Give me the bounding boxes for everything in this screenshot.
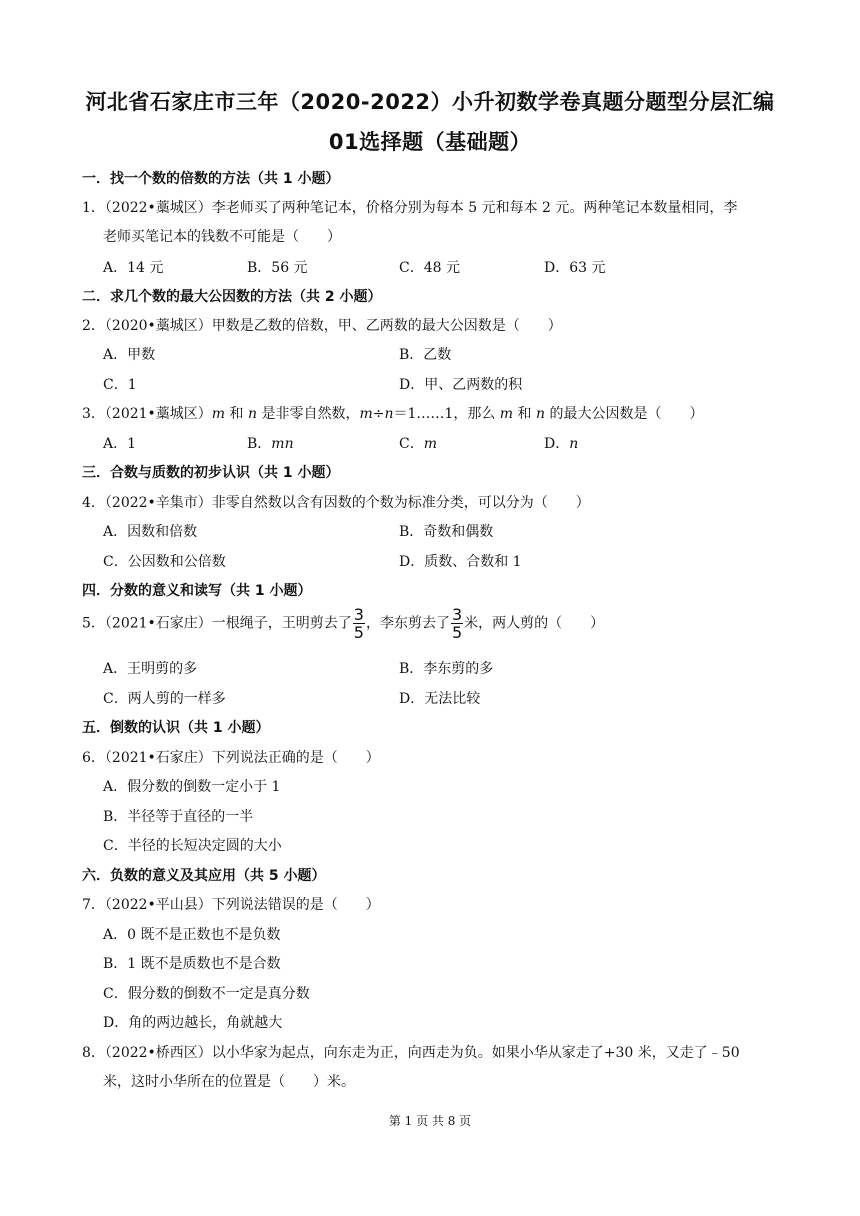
fraction: [451, 606, 463, 641]
question-3-text: 和: [513, 406, 536, 422]
var-n: n: [535, 406, 545, 422]
option-value: m: [423, 436, 437, 452]
question-4-option-b: B．奇数和偶数: [399, 524, 494, 540]
question-4-option-c: C．公因数和公倍数: [103, 554, 226, 570]
option-letter: B．: [247, 436, 272, 452]
section-heading-5: 五．倒数的认识（共 1 小题）: [82, 720, 270, 736]
question-1-option-a: A．14 元: [103, 260, 164, 276]
fraction-numerator: 3: [353, 605, 364, 624]
var-m: m: [211, 406, 226, 422]
question-7-option-c: C．假分数的倒数不一定是真分数: [103, 986, 310, 1002]
question-8-line2: 米，这时小华所在的位置是（ ）米。: [103, 1074, 355, 1090]
question-5-option-a: A．王明剪的多: [103, 661, 198, 677]
question-1-option-c: C．48 元: [399, 260, 460, 276]
question-4-option-a: A．因数和倍数: [103, 524, 198, 540]
question-7-option-d: D．角的两边越长，角就越大: [103, 1015, 283, 1031]
page-footer: 第 1 页 共 8 页: [388, 1114, 472, 1128]
fraction-numerator: 3: [451, 605, 463, 624]
question-3-option-b: [247, 433, 294, 453]
question-2-option-d: D．甲、乙两数的积: [399, 377, 523, 393]
question-6-option-c: C．半径的长短决定圆的大小: [103, 838, 282, 854]
question-1-line2: 老师买笔记本的钱数不可能是（ ）: [103, 229, 341, 245]
question-6-line1: 6．（2021•石家庄）下列说法正确的是（ ）: [82, 750, 380, 766]
option-value: mn: [271, 436, 294, 452]
question-7-line1: 7．（2022•平山县）下列说法错误的是（ ）: [82, 897, 380, 913]
question-5-text: ，李东剪去了: [365, 615, 450, 632]
question-1-option-d: D．63 元: [544, 260, 606, 276]
option-letter: D．: [544, 436, 570, 452]
question-3-option-c: [399, 433, 437, 453]
question-3-text: 3．（2021•藁城区）: [82, 406, 212, 422]
question-3-text: ÷: [372, 406, 385, 422]
question-5-line1: [82, 606, 604, 641]
question-3-text: ＝1……1，那么: [393, 406, 500, 422]
fraction: [353, 606, 365, 641]
question-3-option-d: [544, 433, 578, 453]
page-title: 河北省石家庄市三年（2020-2022）小升初数学卷真题分题型分层汇编: [85, 90, 775, 114]
section-heading-3: 三．合数与质数的初步认识（共 1 小题）: [82, 465, 340, 481]
question-5-text: 米，两人剪的（ ）: [464, 615, 605, 632]
question-8-line1: 8．（2022•桥西区）以小华家为起点，向东走为正，向西走为负。如果小华从家走了+30 米，又走了﹣50: [82, 1045, 740, 1061]
section-heading-2: 二．求几个数的最大公因数的方法（共 2 小题）: [82, 289, 382, 305]
option-value: n: [569, 436, 579, 452]
var-n: n: [247, 406, 258, 422]
question-2-option-b: B．乙数: [399, 347, 452, 363]
question-3-line1: [82, 403, 703, 423]
question-3-option-a: A．1: [103, 436, 137, 452]
section-heading-6: 六．负数的意义及其应用（共 5 小题）: [82, 868, 326, 884]
fraction-denominator: 5: [353, 623, 364, 642]
question-3-text: 的最大公因数是（ ）: [545, 406, 704, 422]
question-1-option-b: B．56 元: [247, 260, 308, 276]
question-4-option-d: D．质数、合数和 1: [399, 554, 522, 570]
question-7-option-a: A．0 既不是正数也不是负数: [103, 927, 281, 943]
question-6-option-a: A．假分数的倒数一定小于 1: [103, 779, 281, 795]
question-5-text: 5．（2021•石家庄）一根绳子，王明剪去了: [82, 615, 352, 632]
question-5-option-d: D．无法比较: [399, 691, 481, 707]
question-4-line1: 4．（2022•辛集市）非零自然数以含有因数的个数为标准分类，可以分为（ ）: [82, 495, 590, 511]
section-heading-1: 一．找一个数的倍数的方法（共 1 小题）: [82, 171, 340, 187]
var-m: m: [499, 406, 514, 422]
question-3-text: 是非零自然数，: [257, 406, 360, 422]
question-1-line1: 1．（2022•藁城区）李老师买了两种笔记本，价格分别为每本 5 元和每本 2 元。两种笔记本数量相同，李: [82, 200, 738, 216]
question-5-option-b: B．李东剪的多: [399, 661, 494, 677]
question-7-option-b: B．1 既不是质数也不是合数: [103, 956, 281, 972]
question-3-text: 和: [225, 406, 248, 422]
question-6-option-b: B．半径等于直径的一半: [103, 809, 254, 825]
question-2-option-a: A．甲数: [103, 347, 156, 363]
question-5-option-c: C．两人剪的一样多: [103, 691, 226, 707]
option-letter: C．: [399, 436, 424, 452]
var-m: m: [359, 406, 373, 422]
question-2-option-c: C．1: [103, 377, 137, 393]
section-heading-4: 四．分数的意义和读写（共 1 小题）: [82, 583, 312, 599]
var-n: n: [384, 406, 394, 422]
question-2-line1: 2．（2020•藁城区）甲数是乙数的倍数，甲、乙两数的最大公因数是（ ）: [82, 318, 562, 334]
fraction-denominator: 5: [451, 623, 463, 642]
page-subtitle: 01选择题（基础题）: [328, 130, 532, 154]
